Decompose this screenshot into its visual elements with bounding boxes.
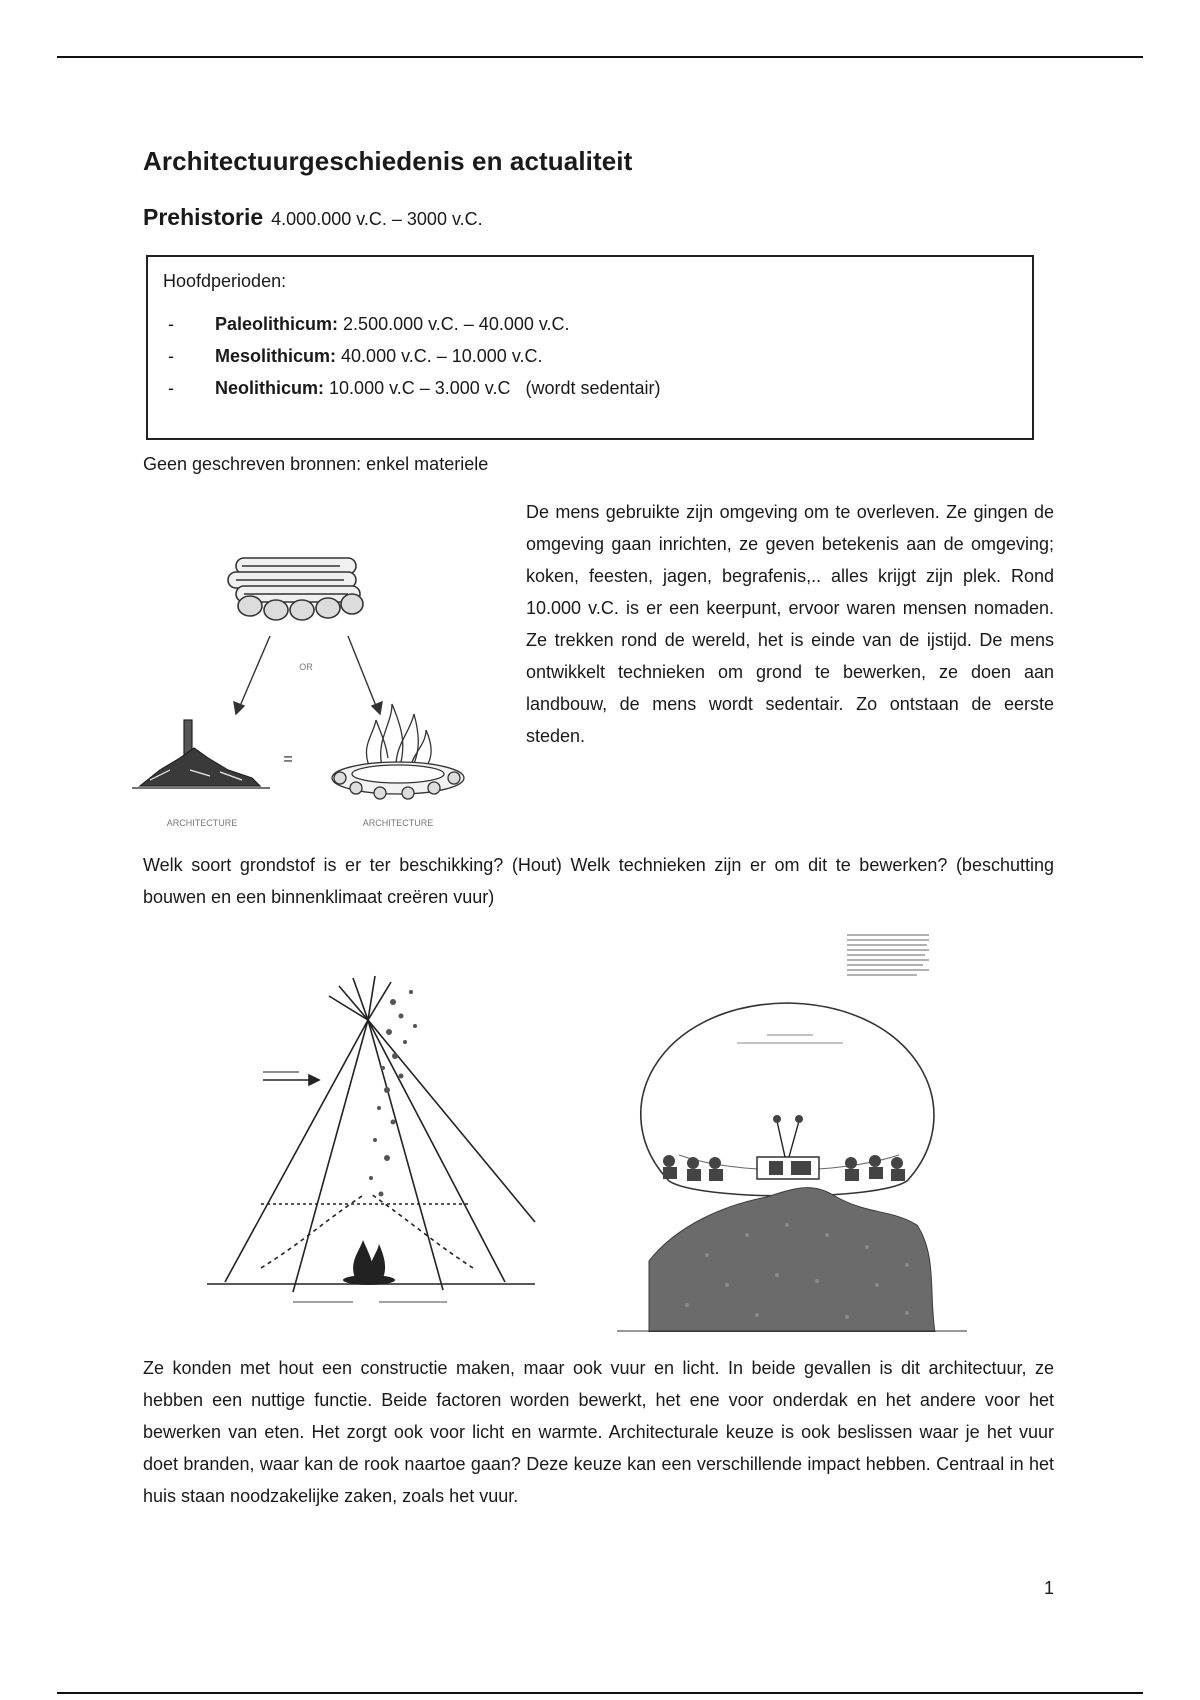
caption-left: ARCHITECTURE	[166, 818, 238, 828]
inset-text-lines	[847, 935, 929, 975]
closing-paragraph: Ze konden met hout een constructie maken, maar ook vuur en licht. In beide gevallen is dit architectuur, ze hebben een nuttige functie. Beide factoren worden bewerkt, het ene voor onderdak en het andere voor het bewerken van eten. Het zorgt ook voor licht en warmte. Architecturale keuze is ook beslissen waar je het vuur doet branden, waar kan de rook naartoe gaan? Deze keuze kan een verschillende impact hebben. Centraal in het huis staan noodzakelijke zaken, zoals het vuur.	[143, 1358, 1054, 1506]
question-paragraph: Welk soort grondstof is er ter beschikking? (Hout) Welk technieken zijn er om dit te bewerken? (beschutting bouwen en een binnenklimaat creëren vuur)	[143, 855, 1054, 907]
period-item-name: Paleolithicum:	[215, 314, 339, 334]
intro-paragraph: De mens gebruikte zijn omgeving om te overleven. Ze gingen de omgeving gaan inrichten, ze geven betekenis aan de omgeving; koken, feesten, jagen, begrafenis,.. alles krijgt zijn plek. Rond 10.000 v.C. is er een keerpunt, ervoor waren mensen nomaden. Ze trekken rond de wereld, het is einde van de ijstijd. De mens ontwikkelt technieken om grond te bewerken, ze doen aan landbouw, de mens wordt sedentair. Zo ontstaan de eerste steden.	[526, 502, 1054, 746]
tipi-figure	[143, 972, 595, 1332]
shelter-drawing	[132, 720, 270, 788]
list-item-mesolithicum	[215, 342, 1032, 374]
list-item-neolithicum	[215, 374, 1032, 406]
period-item-range: 10.000 v.C – 3.000 v.C (wordt sedentair)	[329, 378, 661, 398]
firewood-architecture-illustration	[130, 508, 506, 848]
sources-note: Geen geschreven bronnen: enkel materiele	[143, 454, 489, 474]
log-bundle	[228, 558, 363, 620]
period-item-range: 2.500.000 v.C. – 40.000 v.C.	[343, 314, 570, 334]
page-number: 1	[1043, 1578, 1054, 1598]
period-heading	[143, 204, 483, 231]
main-periods-title: Hoofdperioden:	[163, 271, 287, 291]
main-periods-box	[146, 255, 1034, 440]
document-title: Architectuurgeschiedenis en actualiteit	[143, 146, 633, 176]
list-item-paleolithicum	[215, 310, 1032, 342]
period-item-range: 40.000 v.C. – 10.000 v.C.	[341, 346, 543, 366]
or-label: OR	[299, 662, 313, 672]
fire-drawing	[332, 704, 464, 799]
header-rule	[57, 56, 1143, 58]
period-name: Prehistorie	[143, 204, 264, 230]
dome-figure	[617, 925, 967, 1332]
dome-illustration	[617, 925, 967, 1332]
smoke-texture	[369, 990, 417, 1197]
tipi-fire	[343, 1240, 395, 1285]
arrows	[234, 636, 382, 714]
period-range: 4.000.000 v.C. – 3000 v.C.	[271, 209, 483, 229]
equals-sign: =	[283, 751, 293, 768]
footer-rule	[57, 1692, 1143, 1694]
main-periods-list	[163, 310, 1032, 406]
period-item-name: Mesolithicum:	[215, 346, 337, 366]
tipi-illustration	[143, 972, 595, 1332]
caption-right: ARCHITECTURE	[362, 818, 434, 828]
firewood-architecture-figure	[130, 508, 506, 848]
period-item-name: Neolithicum:	[215, 378, 325, 398]
